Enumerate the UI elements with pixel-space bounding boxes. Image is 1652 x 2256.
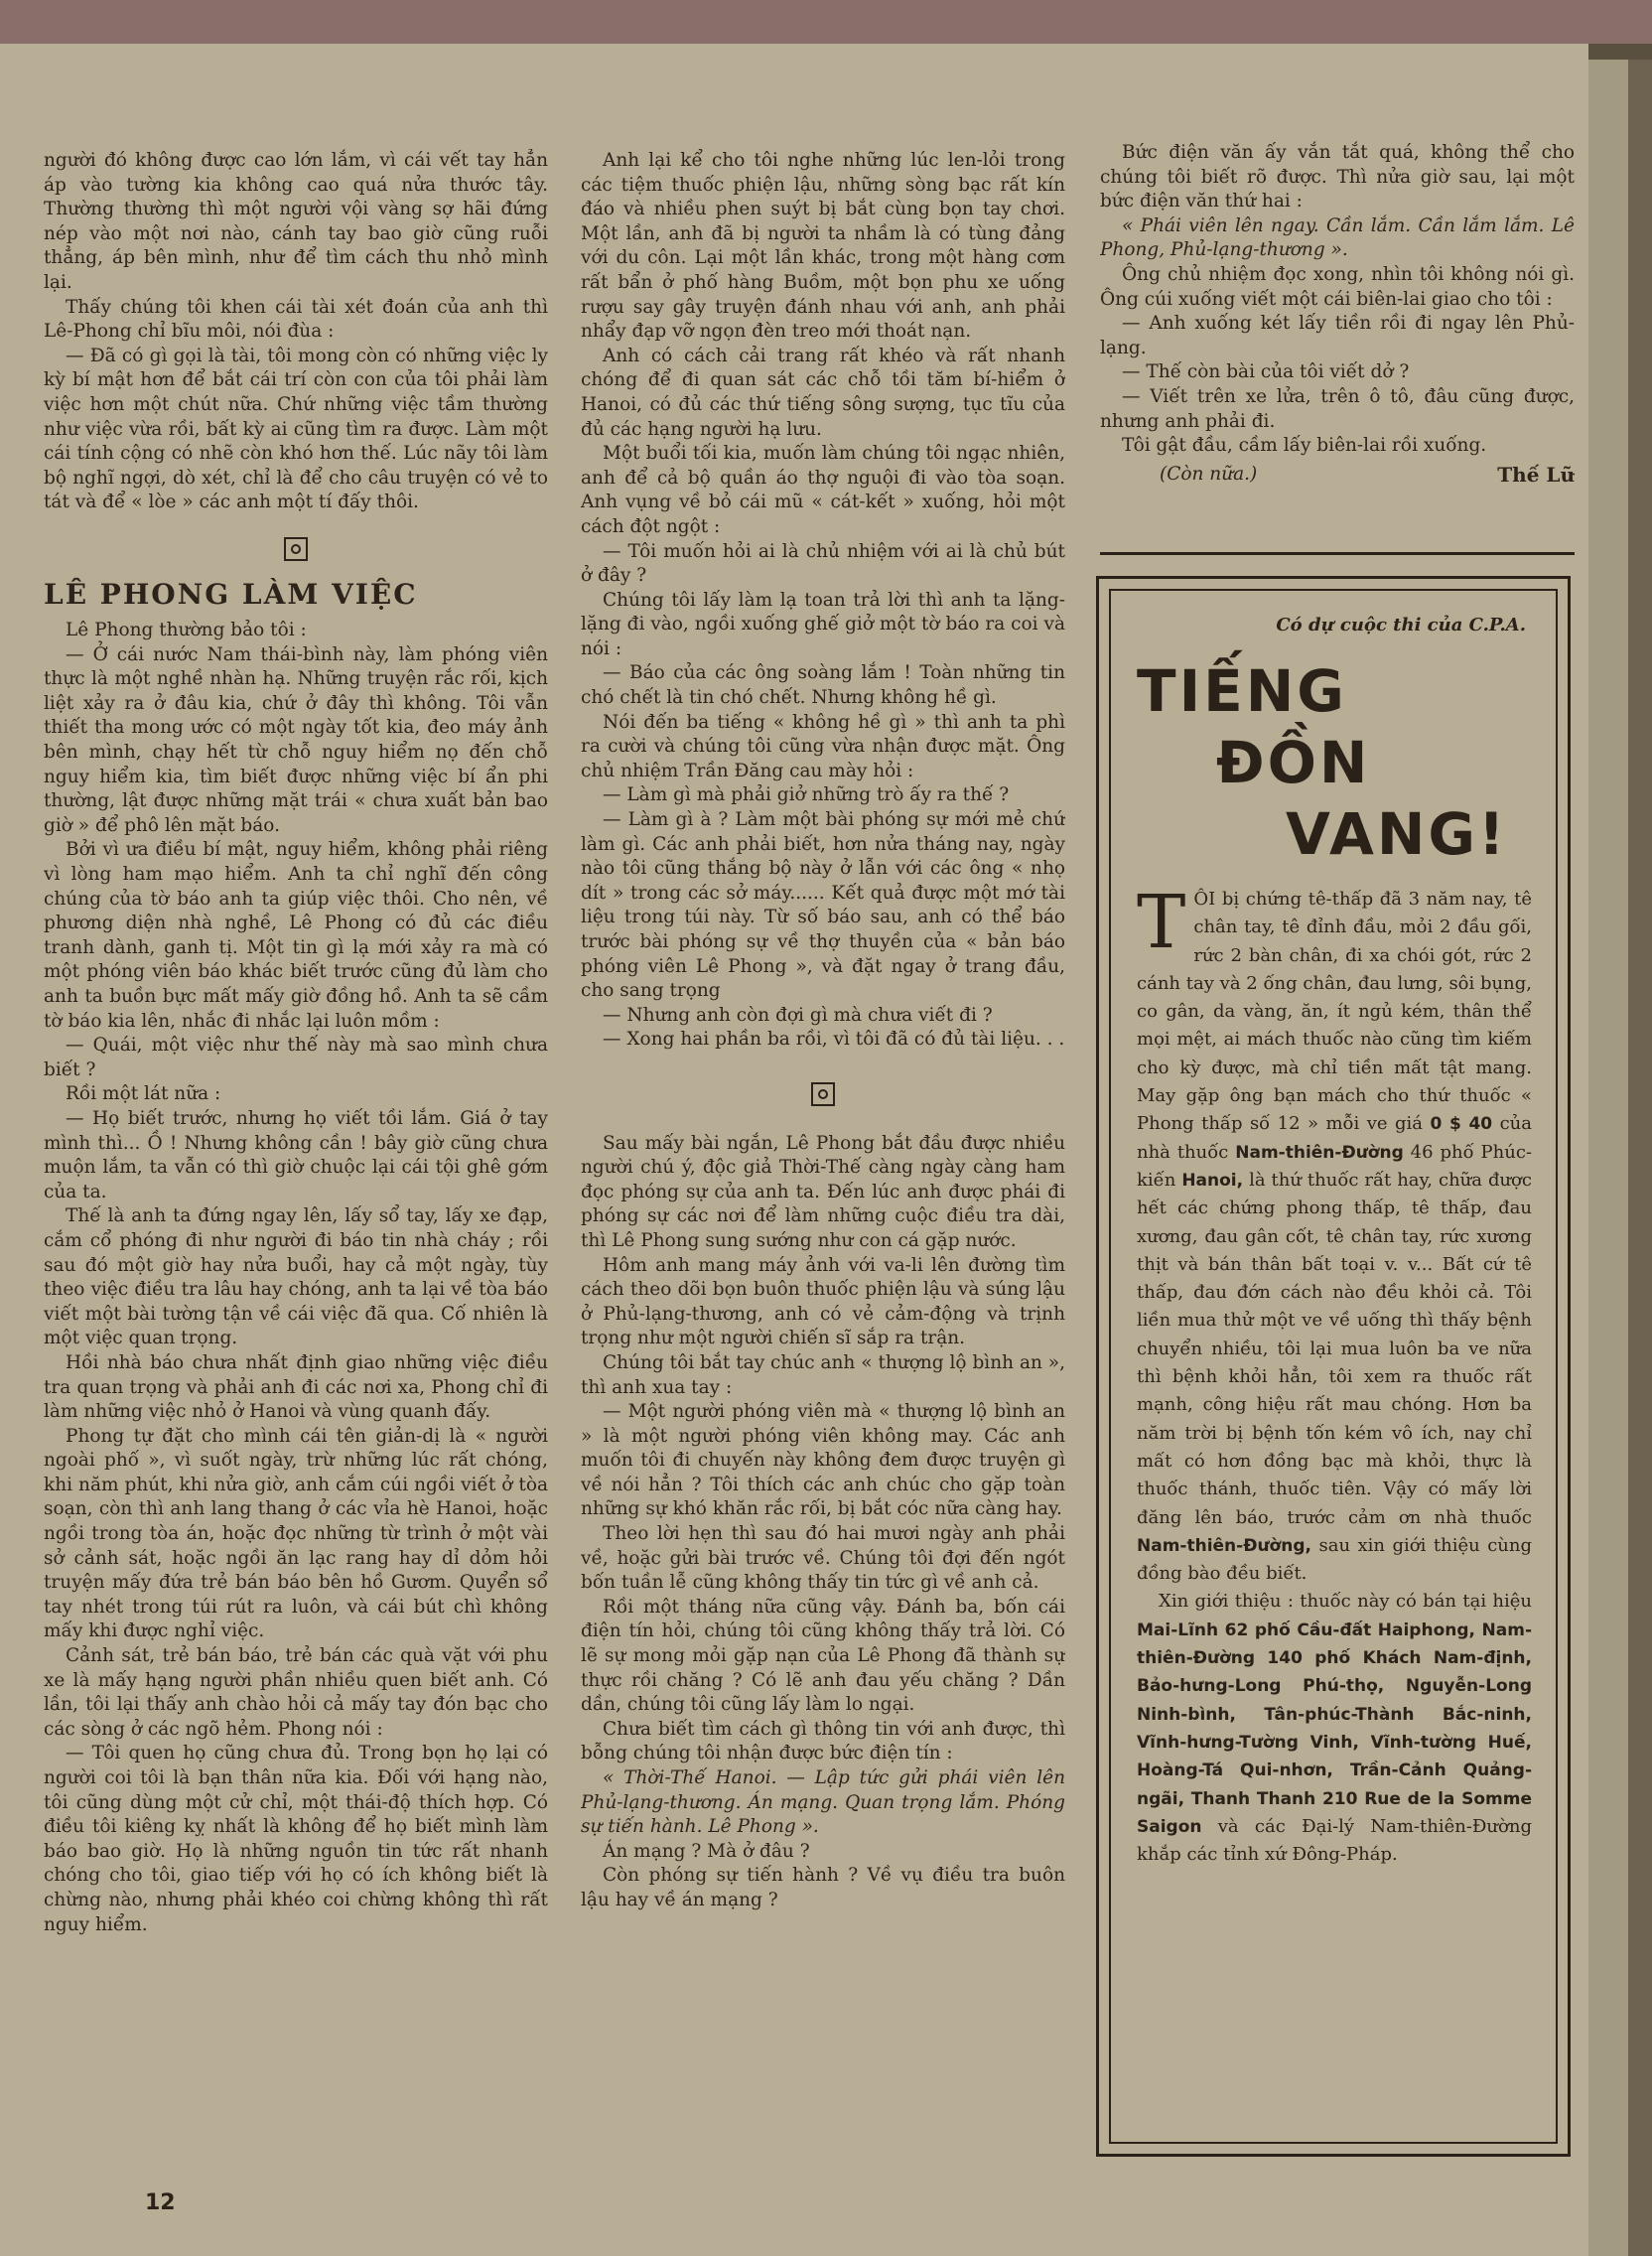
- telegram-text: « Thời-Thế Hanoi. — Lập tức gửi phái viên lên Phủ-lạng-thương. Án mạng. Quan trọng lắm. Phóng sự tiến hành. Lê Phong ».: [581, 1767, 1065, 1838]
- drop-cap: T: [1137, 880, 1186, 965]
- column-1: [44, 149, 548, 2145]
- paragraph: Thấy chúng tôi khen cái tài xét đoán của anh thì Lê-Phong chỉ bĩu môi, nói đùa :: [44, 296, 548, 343]
- section-ornament: [581, 1082, 1065, 1114]
- paragraph: — Thế còn bài của tôi viết dở ?: [1122, 361, 1410, 383]
- advertisement-paragraph: [1137, 1588, 1532, 1869]
- page-number: 12: [145, 2190, 176, 2215]
- paragraph: Bởi vì ưa điều bí mật, nguy hiểm, không phải riêng vì lòng ham mạo hiểm. Anh ta chỉ nghĩ đến công chúng của tờ báo anh ta giúp việc thôi. Cho nên, về phương diện nhà nghề, Lê Phong có đủ các điều tranh dành, ganh tị. Một tin gì lạ mới xảy ra mà có một phóng viên báo khác biết trước cũng đủ làm cho anh ta buồn bực mất mấy giờ đồng hồ. Anh ta sẽ cầm tờ báo kia lên, nhắc đi nhắc lại luôn mồm :: [44, 839, 548, 1032]
- section-ornament: [44, 537, 548, 569]
- paragraph: người đó không được cao lớn lắm, vì cái vết tay hẳn áp vào tường kia không cao quá nửa thước tây. Thường thường thì một người vội vàng sợ hãi đứng nép vào một nơi nào, cánh tay bao giờ cũng ruỗi thẳng, áp bên mình, như để tìm cách thu nhỏ mình lại.: [44, 150, 548, 293]
- paragraph: Chưa biết tìm cách gì thông tin với anh được, thì bỗng chúng tôi nhận được bức điện tín :: [581, 1718, 1065, 1764]
- advertisement-contest-note: Có dự cuộc thi của C.P.A.: [1276, 615, 1526, 635]
- advertisement-body: [1137, 880, 1532, 1869]
- paragraph: — Ở cái nước Nam thái-bình này, làm phóng viên thực là một nghề nhàn hạ. Những truyện rắc rối, kịch liệt xảy ra ở đâu kia, chứ ở đây thì không. Tôi vẫn thiết tha mong ước có một ngày tốt kia, đeo máy ảnh bên mình, chạy hết từ chỗ nguy hiểm nọ đến chỗ nguy hiểm kia, tìm biết được những việc bí ẩn phi thường, lật được những mặt trái « chưa xuất bản bao giờ » để phô lên mặt báo.: [44, 643, 548, 836]
- paragraph: — Một người phóng viên mà « thượng lộ bình an » là một người phóng viên không may. Các anh muốn tôi đi chuyến này không đem được truyện gì về nói hẳn ? Tôi thích các anh chúc cho gặp toàn những sự khó khăn rắc rối, bị bắt cóc nữa càng hay.: [581, 1401, 1065, 1520]
- city-name: Hanoi,: [1181, 1170, 1244, 1191]
- paragraph: — Tôi quen họ cũng chưa đủ. Trong bọn họ lại có người coi tôi là bạn thân nữa kia. Đối với hạng nào, tôi cũng dùng một cử chỉ, một thái-độ thích hợp. Có điều tôi kiêng kỵ nhất là không để họ biết mình làm báo bao giờ. Họ là những nguồn tin tức rất nhanh chóng cho tôi, giao tiếp với họ có ích không biết là chừng nào, nhưng phải khéo coi chừng không thì rất nguy hiểm.: [44, 1743, 548, 1935]
- paragraph: — Quái, một việc như thế này mà sao mình chưa biết ?: [44, 1035, 548, 1080]
- paragraph: — Tôi muốn hỏi ai là chủ nhiệm với ai là chủ bút ở đây ?: [581, 540, 1065, 587]
- paragraph: Hồi nhà báo chưa nhất định giao những việc điều tra quan trọng và phải anh đi các nơi xa, Phong chỉ đi làm những việc nhỏ ở Hanoi và vùng quanh đấy.: [44, 1351, 548, 1423]
- top-binding-strip: [0, 0, 1652, 44]
- paragraph: Cảnh sát, trẻ bán báo, trẻ bán các quà vặt với phu xe là mấy hạng người phần nhiều quen biết anh. Có lần, tôi lại thấy anh chào hỏi cả mấy tay đón bạc cho các sòng ở các ngõ hẻm. Phong nói :: [44, 1645, 548, 1740]
- paragraph: — Xong hai phần ba rồi, vì tôi đã có đủ tài liệu. . .: [603, 1029, 1065, 1051]
- paragraph: — Nhưng anh còn đợi gì mà chưa viết đi ?: [603, 1004, 993, 1026]
- advertisement-text: 46 phố Phúc-kiến: [1137, 1141, 1532, 1191]
- paragraph: Tôi gật đầu, cầm lấy biên-lai rồi xuống.: [1122, 435, 1487, 457]
- paragraph: Theo lời hẹn thì sau đó hai mươi ngày anh phải về, hoặc gửi bài trước về. Chúng tôi đợi đến ngót bốn tuần lễ cũng không thấy tin tức gì về anh cả.: [581, 1523, 1065, 1594]
- page-edge-shadow: [1628, 60, 1652, 2256]
- paragraph: Anh có cách cải trang rất khéo và rất nhanh chóng để đi quan sát các chỗ tồi tăm bí-hiểm ở Hanoi, có đủ các thứ tiếng sông sượng, tục tĩu của đủ các hạng người hạ lưu.: [581, 345, 1065, 440]
- paragraph: — Làm gì à ? Làm một bài phóng sự mới mẻ chứ làm gì. Các anh phải biết, hơn nửa tháng nay, ngày nào tôi cũng thắng bộ này ở lẫn với các ông « nhọ dít » trong các sở máy...... Kết quả được một mớ tài liệu trong túi này. Từ số báo sau, anh có thể báo trước bài phóng sự về thợ thuyền của « bản báo phóng viên Lê Phong », và đặt ngay ở trang đầu, cho sang trọng: [581, 809, 1065, 1002]
- article-signature: [1100, 463, 1575, 488]
- paragraph: — Báo của các ông soàng lắm ! Toàn những tin chó chết là tin chó chết. Nhưng không hề gì.: [581, 662, 1065, 709]
- advertisement-title-line: VANG!: [1286, 800, 1508, 868]
- paragraph: Phong tự đặt cho mình cái tên giản-dị là « người ngoài phố », vì suốt ngày, trừ những lúc rất chóng, khi năm phút, khi nửa giờ, anh cắm cúi ngồi viết ở tòa soạn, còn thì anh lang thang ở các vỉa hè Hanoi, hoặc ngồi trong tòa án, hoặc đọc những từ trình ở một vài sở cảnh sát, hoặc ngồi ăn lạc rang hay dỉ dỏm hỏi truyện mấy đứa trẻ bán báo bên hồ Gươm. Quyển sổ tay nhét trong túi rút ra luôn, và cái bút chì không mấy khi được nghỉ việc.: [44, 1425, 548, 1642]
- paragraph: Rồi một tháng nữa cũng vậy. Đánh ba, bốn cái điện tín hỏi, chúng tôi cũng không thấy trả lời. Có lẽ sự mong mỏi gặp nạn của Lê Phong đã thành sự thực rồi chăng ? Có lẽ anh đau yếu chăng ? Dần dần, chúng tôi cũng lấy làm lo ngại.: [581, 1596, 1065, 1716]
- section-heading: LÊ PHONG LÀM VIỆC: [44, 577, 418, 611]
- telegram-text: « Phái viên lên ngay. Cần lắm. Cần lắm lắm. Lê Phong, Phủ-lạng-thương ».: [1100, 214, 1575, 261]
- brand-name: Nam-thiên-Đường,: [1137, 1535, 1311, 1556]
- paragraph: Ông chủ nhiệm đọc xong, nhìn tôi không nói gì. Ông cúi xuống viết một cái biên-lai giao cho tôi :: [1100, 263, 1575, 310]
- author-name: Thế Lữ: [1497, 462, 1575, 487]
- advertisement-text: của nhà thuốc: [1137, 1113, 1532, 1163]
- to-be-continued: (Còn nữa.): [1160, 463, 1258, 485]
- paragraph: Rồi một lát nữa :: [66, 1083, 221, 1105]
- agents-list: Mai-Lĩnh 62 phố Cầu-đất Haiphong, Nam-thiên-Đường 140 phố Khách Nam-định, Bảo-hưng-Long Phú-thọ, Nguyễn-Long Ninh-bình, Tân-phúc-Thành Bắc-ninh, Vĩnh-hưng-Tường Vinh, Vĩnh-tường Huế, Hoàng-Tá Qui-nhơn, Trần-Cảnh Quảng-ngãi, Thanh Thanh 210 Rue de la Somme Saigon: [1137, 1620, 1532, 1837]
- advertisement-inner-frame: [1109, 589, 1558, 2144]
- column-3: [1100, 141, 1575, 538]
- advertisement-text: Xin giới thiệu : thuốc này có bán tại hiệu: [1159, 1591, 1532, 1613]
- advertisement-text: ÔI bị chứng tê-thấp đã 3 năm nay, tê chân tay, tê đỉnh đầu, mỏi 2 đầu gối, rức 2 bàn chân, đi xa chói gót, rức 2 cánh tay và 2 ống chân, đau lưng, sôi bụng, co gân, da vàng, ăn, ít ngủ kém, thân thể mọi mệt, ai mách thuốc nào cũng tìm kiếm cho kỳ được, mà chỉ tiền mất tật mang. May gặp ông bạn mách cho thứ thuốc « Phong thấp số 12 » mỗi ve giá: [1137, 889, 1532, 1135]
- column-2: [581, 149, 1065, 2145]
- paragraph: Một buổi tối kia, muốn làm chúng tôi ngạc nhiên, anh để cả bộ quần áo thợ nguội đi vào tòa soạn. Anh vụng về bỏ cái mũ « cát-kết » xuống, hỏi một cách đột ngột :: [581, 443, 1065, 537]
- paragraph: — Đã có gì gọi là tài, tôi mong còn có những việc ly kỳ bí mật hơn để bắt cái trí còn con của tôi phải làm việc hơn một chút nữa. Chứ những việc tầm thường như việc vừa rồi, bất kỳ ai cũng tìm ra được. Làm một cái tính cộng có nhẽ còn khó hơn thế. Lúc nãy tôi làm bộ nghĩ ngợi, dò xét, chỉ là để cho câu truyện có vẻ to tát và để « lòe » các anh một tí đấy thôi.: [44, 345, 548, 513]
- advertisement-text: sau xin giới thiệu cùng đồng bào đều biết.: [1137, 1534, 1532, 1585]
- paragraph: Bức điện văn ấy vắn tắt quá, không thể cho chúng tôi biết rõ được. Thì nửa giờ sau, lại một bức điện văn thứ hai :: [1100, 142, 1575, 212]
- paragraph: Án mạng ? Mà ở đâu ?: [603, 1840, 810, 1862]
- paragraph: Anh lại kể cho tôi nghe những lúc len-lỏi trong các tiệm thuốc phiện lậu, những sòng bạc rất kín đáo và nhiều phen suýt bị bắt cùng bọn tay chơi. Một lần, anh đã bị người ta nhầm là có tùng đảng với du côn. Lại một lần khác, trong một hàng cơm rất bẩn ở phố hàng Buồm, một bọn phu xe uống rượu say gây truyện đánh nhau với anh, anh phải nhẩy đạp vỡ ngọn đèn treo mới thoát nạn.: [581, 150, 1065, 343]
- paragraph: Hôm anh mang máy ảnh với va-li lên đường tìm cách theo dõi bọn buôn thuốc phiện lậu và súng lậu ở Phủ-lạng-thương, anh có vẻ cảm-động và trịnh trọng như một người chiến sĩ sắp ra trận.: [581, 1254, 1065, 1349]
- advertisement-box: [1096, 576, 1571, 2157]
- advertisement-title: [1137, 655, 1532, 870]
- paragraph: — Họ biết trước, nhưng họ viết tồi lắm. Giá ở tay mình thì... Ồ ! Nhưng không cần ! bây giờ cũng chưa muộn lắm, ta vẫn có thì giờ chuộc lại cái tội ghê gớm của ta.: [44, 1107, 548, 1202]
- advertisement-paragraph: [1137, 880, 1532, 1588]
- brand-name: Nam-thiên-Đường: [1235, 1142, 1404, 1163]
- paragraph: Sau mấy bài ngắn, Lê Phong bắt đầu được nhiều người chú ý, độc giả Thời-Thế càng ngày càng ham đọc phóng sự của anh ta. Đến lúc anh được phái đi phóng sự các nơi để làm những cuộc điều tra dài, thì Lê Phong sung sướng như con cá gặp nước.: [581, 1132, 1065, 1251]
- paragraph: Lê Phong thường bảo tôi :: [66, 620, 307, 641]
- price: 0 $ 40: [1430, 1114, 1493, 1135]
- advertisement-title-line: TIẾNG: [1137, 657, 1347, 725]
- divider-rule: [1100, 552, 1575, 555]
- paragraph: Chúng tôi lấy làm lạ toan trả lời thì anh ta lặng-lặng đi vào, ngồi xuống ghế giở một tờ báo ra coi và nói :: [581, 589, 1065, 659]
- paragraph: Còn phóng sự tiến hành ? Về vụ điều tra buôn lậu hay về án mạng ?: [581, 1865, 1065, 1910]
- paragraph: Nói đến ba tiếng « không hề gì » thì anh ta phì ra cười và chúng tôi cũng vừa nhận được mặt. Ông chủ nhiệm Trần Đăng cau mày hỏi :: [581, 711, 1065, 781]
- paragraph: Chúng tôi bắt tay chúc anh « thượng lộ bình an », thì anh xua tay :: [581, 1351, 1065, 1398]
- advertisement-title-line: ĐỒN: [1216, 729, 1371, 796]
- paragraph: — Viết trên xe lửa, trên ô tô, đâu cũng được, nhưng anh phải đi.: [1100, 385, 1575, 432]
- paragraph: — Anh xuống két lấy tiền rồi đi ngay lên Phủ-lạng.: [1100, 313, 1575, 358]
- advertisement-text: và các Đại-lý Nam-thiên-Đường khắp các tỉnh xứ Đông-Pháp.: [1137, 1815, 1532, 1866]
- paragraph: — Làm gì mà phải giở những trò ấy ra thế ?: [603, 784, 1010, 806]
- advertisement-text: là thứ thuốc rất hay, chữa được hết các chứng phong thấp, tê thấp, đau xương, đau gân cốt, tê chân tay, rức xương thịt và bán thân bất toại v. v... Bất cứ tê thấp, đau đớn cách nào đều khỏi cả. Tôi liền mua thử một ve về uống thì thấy bệnh chuyển nhiều, tôi lại mua luôn ba ve nữa thì bệnh khỏi hẳn, tôi xem ra thuốc rất mạnh, công hiệu rất mau chóng. Hơn ba năm trời bị bệnh tốn kém vô ích, nay chỉ mất có hơn đồng bạc mà khỏi, thực là thuốc thánh, thuốc tiên. Vậy có mấy lời đăng lên báo, trước cảm ơn nhà thuốc: [1137, 1169, 1532, 1528]
- paragraph: Thế là anh ta đứng ngay lên, lấy sổ tay, lấy xe đạp, cắm cổ phóng đi như người đi báo tin nhà cháy ; rồi sau đó một giờ hay nửa buổi, hay cả một ngày, tùy theo việc điều tra lâu hay chóng, anh ta lại về tòa báo viết một bài tường tận về cái việc đã qua. Cố nhiên là một việc quan trọng.: [44, 1205, 548, 1349]
